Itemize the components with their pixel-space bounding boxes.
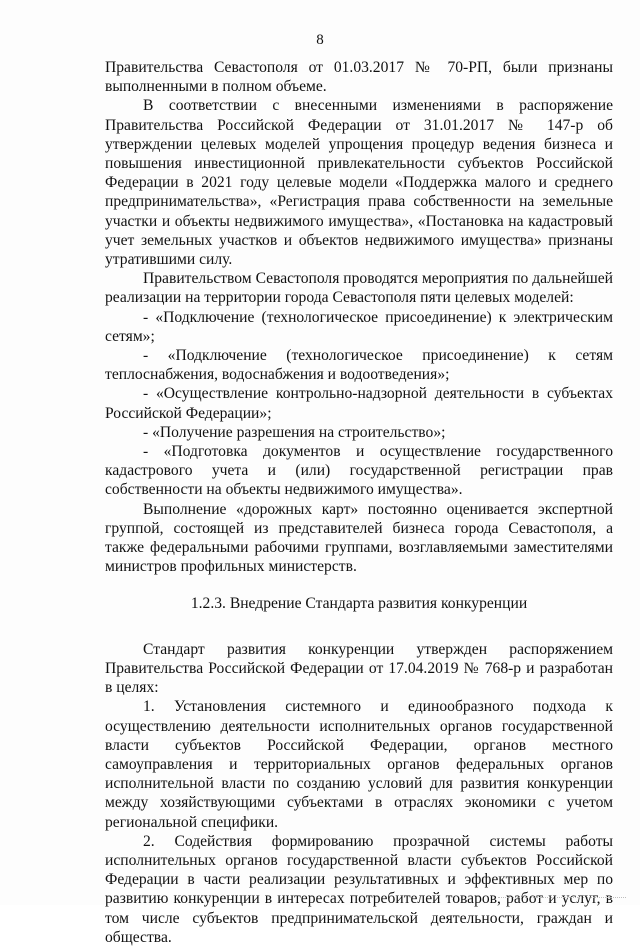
list-item-heat-water: - «Подключение (технологическое присоединение) к сетям теплоснабжения, водоснабжения и водоотведения»; — [105, 347, 613, 384]
list-item-electric: - «Подключение (технологическое присоединение) к электрическим сетям»; — [105, 308, 613, 345]
scan-edge-mark — [498, 893, 626, 898]
page-number: 8 — [316, 32, 324, 48]
paragraph-goal-2: 2. Содействия формированию прозрачной системы работы исполнительных органов государственной власти субъектов Российской Федерации в части реализации результативных и эффективных мер по развитию конкуренции в интересах потребителей товаров, работ и услуг, в том числе субъектов предпринимательской деятельности, граждан и общества. — [105, 832, 613, 946]
paragraph-standard: Стандарт развития конкуренции утвержден распоряжением Правительства Российской Федерации от 17.04.2019 № 768-р и разработан в целях: — [105, 640, 613, 697]
list-item-construction-permit: - «Получение разрешения на строительство»; — [143, 423, 446, 441]
paragraph-amendments: В соответствии с внесенными изменениями в распоряжение Правительства Российской Федерации от 31.01.2017 № 147-р об утверждении целевых моделей упрощения процедур ведения бизнеса и повышения инвестиционной привлекательности субъектов Российской Федерации в 2021 году целевые модели «Поддержка малого и среднего предпринимательства», «Регистрация права собственности на земельные участки и объекты недвижимого имущества», «Постановка на кадастровый учет земельных участков и объектов недвижимого имущества» признаны утратившими силу. — [105, 97, 613, 269]
list-item-cadastral: - «Подготовка документов и осуществление государственного кадастрового учета и (или) государственной регистрации прав собственности на объекты недвижимого имущества». — [105, 443, 613, 499]
paragraph-measures: Правительством Севастополя проводятся мероприятия по дальнейшей реализации на территории города Севастополя пяти целевых моделей: — [105, 270, 614, 307]
paragraph-roadmaps: Выполнение «дорожных карт» постоянно оценивается экспертной группой, состоящей из представителей бизнеса города Севастополя, а также федеральными рабочими группами, возглавляемыми заместителями министров профильных министерств. — [105, 500, 613, 576]
section-heading: 1.2.3. Внедрение Стандарта развития конкуренции — [190, 595, 528, 613]
document-body — [105, 58, 613, 947]
list-item-control: - «Осуществление контрольно-надзорной деятельности в субъектах Российской Федерации»; — [105, 385, 613, 422]
paragraph-continuation: Правительства Севастополя от 01.03.2017 № 70-РП, были признаны выполненными в полном объеме. — [105, 59, 613, 96]
paragraph-goal-1: 1. Установления системного и единообразного подхода к осуществлению деятельности исполнительных органов государственной власти субъектов Российской Федерации, органов местного самоуправления и территориальных органов федеральных органов исполнительной власти по созданию условий для развития конкуренции между хозяйствующими субъектами в отраслях экономики с учетом региональной специфики. — [105, 698, 613, 831]
